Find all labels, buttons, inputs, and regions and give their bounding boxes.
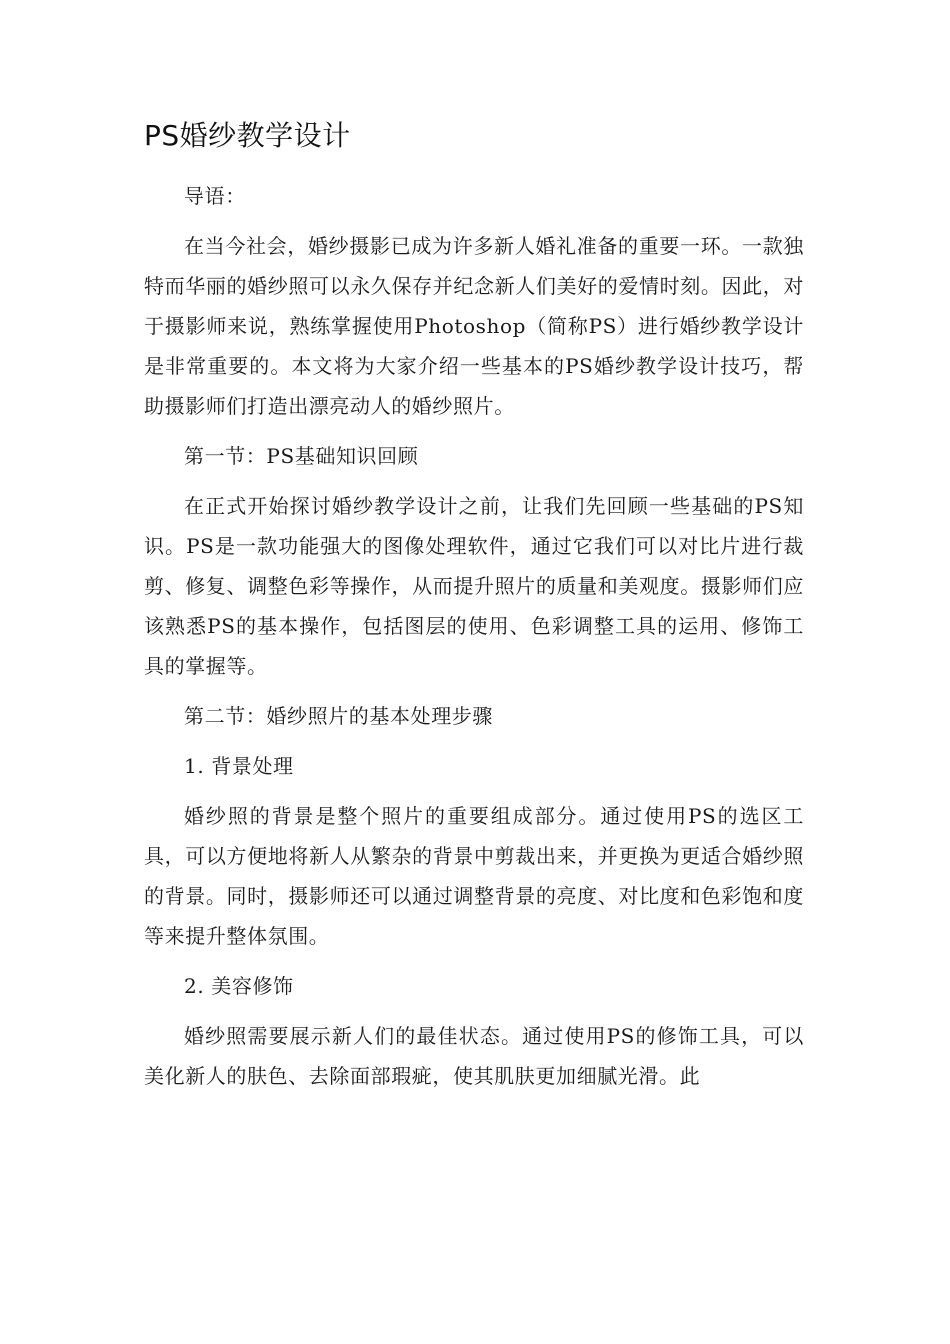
document-title: PS婚纱教学设计 (144, 119, 351, 152)
subsection-retouch-heading: 2. 美容修饰 (184, 974, 294, 998)
section-1-heading: 第一节：PS基础知识回顾 (184, 444, 419, 468)
subsection-background-paragraph: 婚纱照的背景是整个照片的重要组成部分。通过使用PS的选区工具，可以方便地将新人从繁杂的背景中剪裁出来，并更换为更适合婚纱照的背景。同时，摄影师还可以通过调整背景的亮度、对比度和色彩饱和度等来提升整体氛围。 (144, 804, 804, 948)
document-body (144, 110, 804, 1106)
subsection-retouch-paragraph: 婚纱照需要展示新人们的最佳状态。通过使用PS的修饰工具，可以美化新人的肤色、去除面部瑕疵，使其肌肤更加细腻光滑。此 (144, 1024, 804, 1088)
section-1-paragraph: 在正式开始探讨婚纱教学设计之前，让我们先回顾一些基础的PS知识。PS是一款功能强大的图像处理软件，通过它我们可以对比片进行裁剪、修复、调整色彩等操作，从而提升照片的质量和美观度。摄影师们应该熟悉PS的基本操作，包括图层的使用、色彩调整工具的运用、修饰工具的掌握等。 (144, 494, 804, 678)
subsection-background-heading: 1. 背景处理 (184, 754, 294, 778)
intro-paragraph: 在当今社会，婚纱摄影已成为许多新人婚礼准备的重要一环。一款独特而华丽的婚纱照可以永久保存并纪念新人们美好的爱情时刻。因此，对于摄影师来说，熟练掌握使用Photoshop（简称PS）进行婚纱教学设计是非常重要的。本文将为大家介绍一些基本的PS婚纱教学设计技巧，帮助摄影师们打造出漂亮动人的婚纱照片。 (144, 234, 804, 418)
intro-heading: 导语： (184, 184, 246, 208)
section-2-heading: 第二节：婚纱照片的基本处理步骤 (184, 704, 493, 728)
